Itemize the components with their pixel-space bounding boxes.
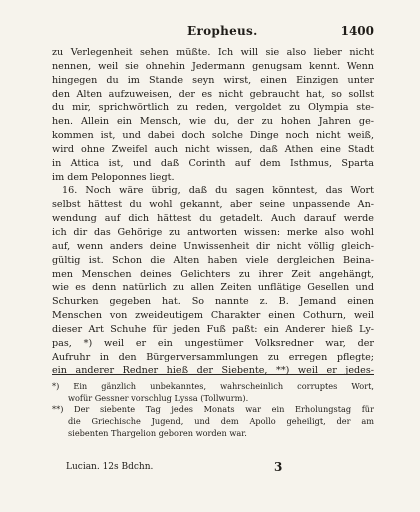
text-line: zu Verlegenheit sehen müßte. Ich will sie also lieber nicht <box>52 47 374 58</box>
section-start-line: 16. Noch wäre übrig, daß du sagen könntest, das Wort <box>62 185 374 197</box>
text-line: Schurken gegeben hat. So nannte z. B. Jemand einen <box>52 296 374 308</box>
text-line: selbst hättest du wohl gekannt, aber seine unpassende An- <box>52 199 374 211</box>
footnote-line: wofür Gessner vorschlug Lyssa (Tollwurm). <box>68 392 249 403</box>
text-line: wendung auf dich hättest du getadelt. Auch darauf werde <box>52 213 374 225</box>
running-title: Eropheus. <box>187 24 258 38</box>
text-line: Menschen von zweideutigem Charakter einen Cothurn, weil <box>52 310 374 322</box>
text-line: den Alten aufzuweisen, der es nicht gebraucht hat, so sollst <box>52 88 374 100</box>
running-header <box>52 24 374 42</box>
main-text <box>52 46 374 378</box>
text-line: men Menschen deines Gelichters zu ihrer Zeit angehängt, <box>52 268 374 280</box>
text-line: kommen ist, und dabei doch solche Dinge noch nicht weiß, <box>52 130 374 142</box>
text-line: auf, wenn anders deine Unwissenheit dir nicht völlig gleich- <box>52 240 374 252</box>
page-number: 1400 <box>340 24 374 38</box>
page-footer <box>52 462 374 476</box>
text-line: Aufruhr in den Bürgerversammlungen zu erregen pflegte; <box>52 351 374 363</box>
footnote-line: *) Ein gänzlich unbekanntes, wahrscheinlich corruptes Wort, <box>52 381 374 391</box>
text-line: pas, *) weil er ein ungestümer Volksredner war, der <box>52 337 374 349</box>
text-line: ein anderer Redner hieß der Siebente, **) weil er jedes- <box>52 365 374 377</box>
footnote-line: **) Der siebente Tag jedes Monats war ein Erholungstag für <box>52 404 374 415</box>
text-line: nennen, weil sie ohnehin Jedermann genugsam kennt. Wenn <box>52 60 374 72</box>
printer-signature: Lucian. 12s Bdchn. <box>66 462 154 472</box>
footnote-divider <box>52 374 374 375</box>
text-line: ich dir das Gehörige zu antworten wissen: merke also wohl <box>52 226 374 238</box>
text-line: im dem Peloponnes liegt. <box>52 171 175 183</box>
sheet-mark: 3 <box>274 460 283 474</box>
text-line: wie es denn natürlich zu allen Zeiten unflätige Gesellen und <box>52 282 374 294</box>
text-line: in Attica ist, und daß Corinth auf dem Isthmus, Sparta <box>52 157 374 169</box>
text-line: hen. Allein ein Mensch, wie du, der zu hohen Jahren ge- <box>52 116 374 128</box>
footnotes <box>52 381 374 439</box>
text-line: hingegen du im Stande seyn wirst, einen Einzigen unter <box>52 74 374 86</box>
footnote-line: siebenten Thargelion geboren worden war. <box>68 427 247 438</box>
footnote-line: die Griechische Jugend, und dem Apollo geheiligt, der am <box>68 416 374 427</box>
text-line: dieser Art Schuhe für jeden Fuß paßt: ein Anderer hieß Ly- <box>52 323 374 335</box>
text-line: wird ohne Zweifel auch nicht wissen, daß Athen eine Stadt <box>52 143 374 155</box>
text-line: gültig ist. Schon die Alten haben viele dergleichen Beina- <box>52 254 374 266</box>
text-line: du mir, sprichwörtlich zu reden, vergoldet zu Olympia ste- <box>52 102 374 114</box>
